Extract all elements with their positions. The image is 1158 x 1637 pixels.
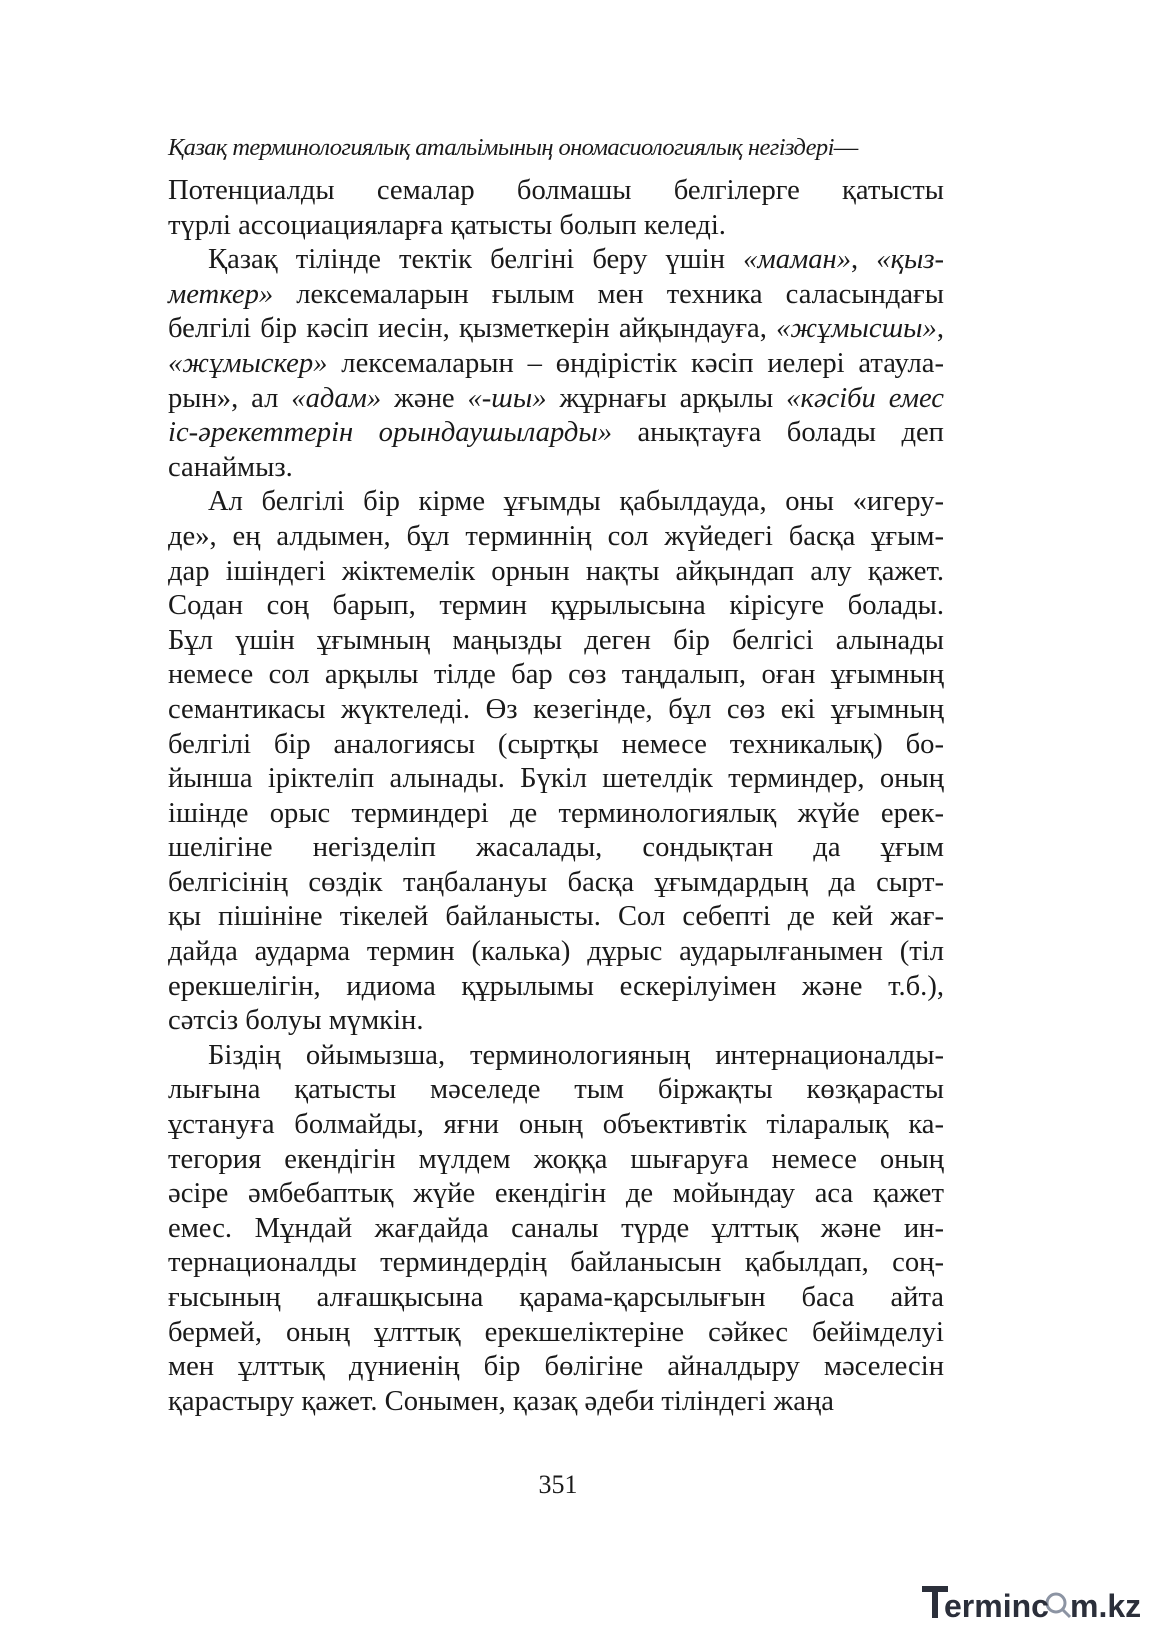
- text-line: іс-әрекеттерін орындаушыларды» анықтауға болады деп: [168, 417, 944, 449]
- body-text: [168, 174, 944, 1419]
- text-line: Потенциалды семалар болмашы белгілерге қатысты: [168, 175, 944, 206]
- paragraph: [168, 485, 944, 1039]
- text-line: әсіре әмбебаптық жүйе екендігін де мойындау аса қажет: [168, 1178, 944, 1210]
- running-header-title: Қазақ терминологиялық атальімының ономасиологиялық негіздері: [168, 134, 834, 161]
- text-line: Содан соң барып, термин құрылысына кірісуге болады.: [168, 590, 944, 622]
- text-line: тегория екендігін мүлдем жоққа шығаруға немесе оның: [168, 1143, 944, 1175]
- text-line: Біздің ойымызша, терминологияның интернационалды-: [208, 1039, 944, 1071]
- text-line: семантикасы жүктеледі. Өз кезегінде, бұл сөз екі ұғымның: [168, 693, 944, 725]
- text-line: де», ең алдымен, бұл терминнің сол жүйедегі басқа ұғым-: [168, 520, 944, 552]
- text-line: белгілі бір аналогиясы (сыртқы немесе техникалық) бо-: [168, 728, 944, 760]
- text-line: дар ішіндегі жіктемелік орнын нақты айқындап алу қажет.: [168, 555, 944, 587]
- text-line: түрлі ассоциацияларға қатысты болып келеді.: [168, 209, 726, 241]
- watermark-logo: [918, 1577, 1148, 1629]
- text-line: сәтсіз болуы мүмкін.: [168, 1005, 424, 1037]
- text-line: лығына қатысты мәселеде тым біржақты көзқарасты: [168, 1074, 944, 1106]
- text-line: тернационалды терминдердің байланысын қабылдап, соң-: [168, 1247, 944, 1279]
- text-line: ішінде орыс терминдері де терминологиялық жүйе ерек-: [168, 797, 944, 829]
- text-line: шелігіне негізделіп жасалады, сондықтан да ұғым: [168, 832, 944, 864]
- paragraph: [168, 243, 944, 485]
- magnifier-icon: [1047, 1594, 1065, 1612]
- page-number: 351: [538, 1470, 578, 1499]
- watermark-word-left: erminc: [944, 1588, 1049, 1624]
- text-line: «жұмыскер» лексемаларын – өндірістік кәсіп иелері атаула-: [168, 347, 944, 379]
- text-line: белгісінің сөздік таңбалануы басқа ұғымдардың да сырт-: [168, 866, 944, 898]
- text-line: ғысының алғашқысына қарама-қарсылығын баса айта: [168, 1282, 944, 1313]
- text-line: Қазақ тілінде тектік белгіні беру үшін «маман», «қыз-: [208, 244, 944, 276]
- text-line: рын», ал «адам» және «-шы» жұрнағы арқылы «кәсіби емес: [168, 382, 944, 414]
- text-line: меткер» лексемаларын ғылым мен техника саласындағы: [168, 278, 944, 310]
- text-line: Бұл үшін ұғымның маңызды деген бір белгісі алынады: [168, 624, 944, 656]
- running-header: [168, 131, 948, 165]
- text-line: қы пішініне тікелей байланысты. Сол себепті де кей жағ-: [168, 901, 944, 933]
- watermark-word-right: m.kz: [1070, 1588, 1142, 1624]
- text-line: Ал белгілі бір кірме ұғымды қабылдауда, оны «игеру-: [208, 486, 944, 518]
- watermark-graphic: [918, 1577, 1148, 1629]
- running-header-dash: —: [833, 134, 858, 161]
- text-line: белгілі бір кәсіп иесін, қызметкерін айқындауға, «жұмысшы»,: [168, 313, 944, 345]
- text-line: мен ұлттық дүниенің бір бөлігіне айналдыру мәселесін: [168, 1351, 944, 1383]
- text-line: ұстануға болмайды, яғни оның объективтік тіларалық ка-: [168, 1109, 944, 1141]
- text-line: йынша іріктеліп алынады. Бүкіл шетелдік терминдер, оның: [168, 763, 944, 795]
- text-line: дайда аударма термин (калька) дұрыс аударылғанымен (тіл: [168, 936, 944, 968]
- text-line: бермей, оның ұлттық ерекшеліктеріне сәйкес бейімделуі: [168, 1316, 944, 1348]
- text-line: санаймыз.: [168, 451, 293, 483]
- text-line: қарастыру қажет. Сонымен, қазақ әдеби тіліндегі жаңа: [168, 1385, 834, 1417]
- paragraph: [168, 174, 944, 243]
- text-line: емес. Мұндай жағдайда саналы түрде ұлттық және ин-: [168, 1212, 944, 1244]
- text-line: ерекшелігін, идиома құрылымы ескерілуімен және т.б.),: [168, 970, 944, 1002]
- text-line: немесе сол арқылы тілде бар сөз таңдалып, оған ұғымның: [168, 659, 944, 691]
- paragraph: [168, 1039, 944, 1420]
